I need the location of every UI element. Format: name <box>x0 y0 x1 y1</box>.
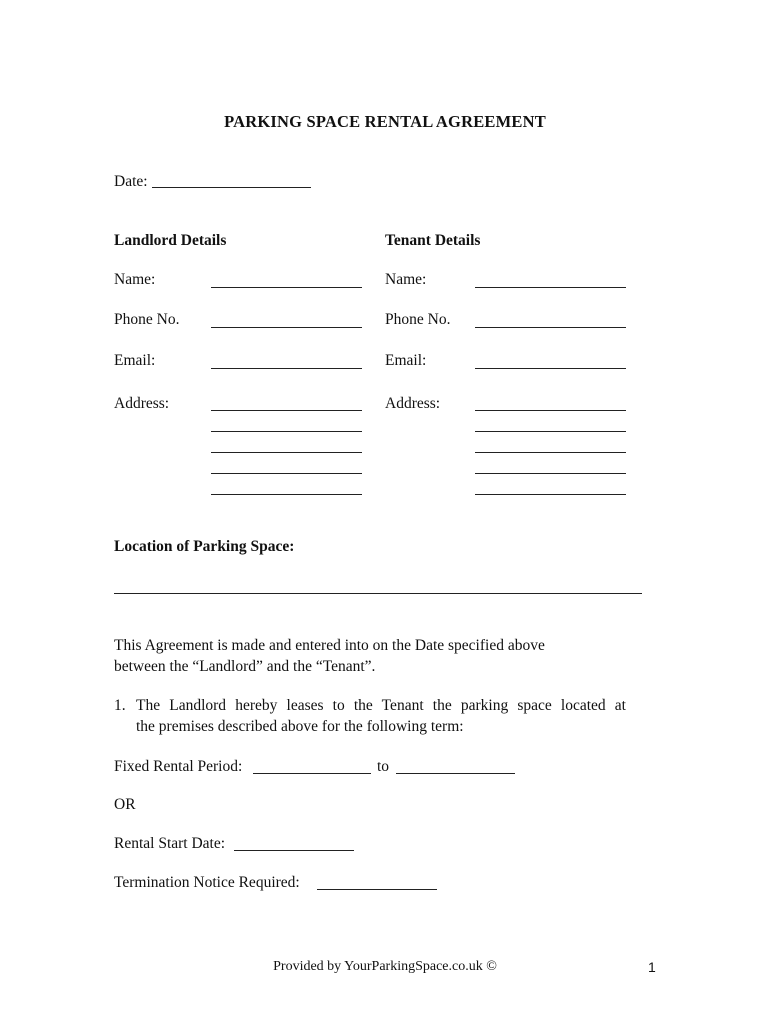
location-heading: Location of Parking Space: <box>114 538 295 555</box>
intro-line-2: between the “Landlord” and the “Tenant”. <box>114 658 376 675</box>
clause-1-line-2: the premises described above for the following term: <box>136 718 464 735</box>
page-number: 1 <box>648 959 656 975</box>
tenant-phone-field[interactable] <box>475 327 626 328</box>
fixed-period-start-field[interactable] <box>253 773 371 774</box>
termination-field[interactable] <box>317 889 437 890</box>
date-label: Date: <box>114 173 148 190</box>
landlord-details-heading: Landlord Details <box>114 232 227 249</box>
termination-label: Termination Notice Required: <box>114 874 300 891</box>
tenant-name-label: Name: <box>385 271 427 288</box>
landlord-email-field[interactable] <box>211 368 362 369</box>
tenant-address-field[interactable] <box>475 494 626 495</box>
landlord-address-field[interactable] <box>211 431 362 432</box>
clause-1-number: 1. <box>114 697 126 714</box>
fixed-period-label: Fixed Rental Period: <box>114 758 243 775</box>
landlord-address-field[interactable] <box>211 410 362 411</box>
landlord-phone-label: Phone No. <box>114 311 180 328</box>
footer-provided-by: Provided by YourParkingSpace.co.uk © <box>273 959 497 974</box>
tenant-details-heading: Tenant Details <box>385 232 481 249</box>
tenant-address-field[interactable] <box>475 410 626 411</box>
tenant-email-field[interactable] <box>475 368 626 369</box>
clause-1-line-1: The Landlord hereby leases to the Tenant the parking space located at <box>136 697 626 714</box>
tenant-email-label: Email: <box>385 352 427 369</box>
tenant-address-label: Address: <box>385 395 441 412</box>
date-field[interactable] <box>152 187 311 188</box>
landlord-address-label: Address: <box>114 395 170 412</box>
or-label: OR <box>114 796 136 813</box>
landlord-name-field[interactable] <box>211 287 362 288</box>
tenant-address-field[interactable] <box>475 452 626 453</box>
intro-line-1: This Agreement is made and entered into on the Date specified above <box>114 637 545 654</box>
landlord-phone-field[interactable] <box>211 327 362 328</box>
landlord-email-label: Email: <box>114 352 156 369</box>
start-date-label: Rental Start Date: <box>114 835 226 852</box>
tenant-name-field[interactable] <box>475 287 626 288</box>
tenant-phone-label: Phone No. <box>385 311 451 328</box>
landlord-address-field[interactable] <box>211 494 362 495</box>
landlord-address-field[interactable] <box>211 473 362 474</box>
to-label: to <box>377 758 390 775</box>
tenant-address-field[interactable] <box>475 473 626 474</box>
landlord-address-field[interactable] <box>211 452 362 453</box>
fixed-period-end-field[interactable] <box>396 773 515 774</box>
document-title: PARKING SPACE RENTAL AGREEMENT <box>224 112 546 131</box>
tenant-address-field[interactable] <box>475 431 626 432</box>
landlord-name-label: Name: <box>114 271 156 288</box>
location-field[interactable] <box>114 593 642 594</box>
start-date-field[interactable] <box>234 850 354 851</box>
